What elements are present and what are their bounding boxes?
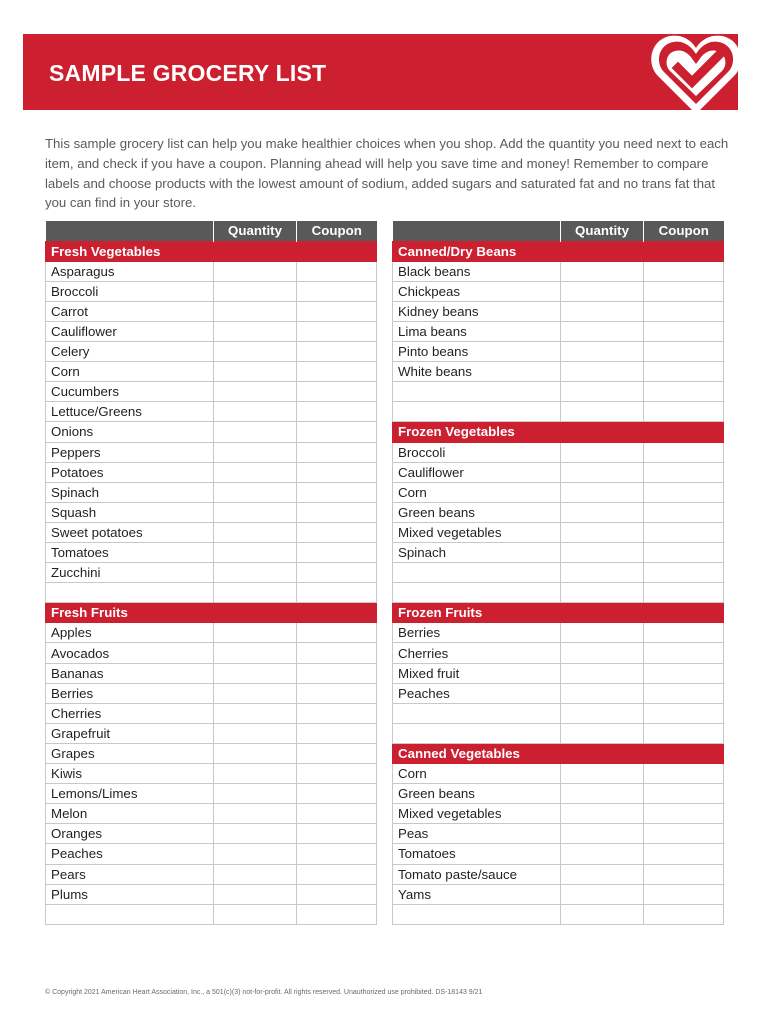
coupon-cell[interactable] xyxy=(297,543,377,563)
item-name: Onions xyxy=(46,422,214,442)
item-name: Corn xyxy=(393,482,561,502)
item-name: Mixed fruit xyxy=(393,663,561,683)
coupon-cell[interactable] xyxy=(644,482,724,502)
coupon-cell[interactable] xyxy=(644,281,724,301)
coupon-cell[interactable] xyxy=(644,583,724,603)
item-name: Green beans xyxy=(393,502,561,522)
item-name: Peaches xyxy=(46,844,214,864)
quantity-cell[interactable] xyxy=(561,703,644,723)
quantity-column-header: Quantity xyxy=(214,221,297,241)
coupon-column-header: Coupon xyxy=(644,221,724,241)
coupon-cell[interactable] xyxy=(297,482,377,502)
copyright-footer: © Copyright 2021 American Heart Association, Inc., a 501(c)(3) not-for-profit. All rights reserved. Unauthorized use prohibited. DS-18143 9/21 xyxy=(45,989,483,996)
coupon-cell[interactable] xyxy=(644,261,724,281)
coupon-cell[interactable] xyxy=(644,844,724,864)
coupon-cell[interactable] xyxy=(297,301,377,321)
quantity-cell[interactable] xyxy=(214,804,297,824)
item-name: Mixed vegetables xyxy=(393,522,561,542)
quantity-cell[interactable] xyxy=(561,301,644,321)
table-row xyxy=(393,804,724,824)
coupon-cell[interactable] xyxy=(644,884,724,904)
quantity-cell[interactable] xyxy=(561,462,644,482)
quantity-cell[interactable] xyxy=(214,703,297,723)
section-title: Canned Vegetables xyxy=(393,743,724,763)
quantity-cell[interactable] xyxy=(214,402,297,422)
quantity-cell[interactable] xyxy=(214,623,297,643)
coupon-cell[interactable] xyxy=(297,884,377,904)
quantity-cell[interactable] xyxy=(214,563,297,583)
coupon-cell[interactable] xyxy=(644,543,724,563)
table-row xyxy=(393,663,724,683)
table-row xyxy=(393,824,724,844)
item-name xyxy=(393,703,561,723)
coupon-cell[interactable] xyxy=(644,382,724,402)
table-row xyxy=(46,844,377,864)
quantity-cell[interactable] xyxy=(214,884,297,904)
quantity-cell[interactable] xyxy=(214,422,297,442)
item-name: Tomatoes xyxy=(393,844,561,864)
section-header-row xyxy=(393,603,724,623)
table-row xyxy=(46,342,377,362)
table-row xyxy=(46,382,377,402)
table-row xyxy=(393,442,724,462)
right-table-body xyxy=(393,241,724,924)
quantity-cell[interactable] xyxy=(214,342,297,362)
item-name: Berries xyxy=(46,683,214,703)
item-name: Tomatoes xyxy=(46,543,214,563)
quantity-cell[interactable] xyxy=(561,643,644,663)
coupon-cell[interactable] xyxy=(297,321,377,341)
quantity-cell[interactable] xyxy=(561,683,644,703)
table-row xyxy=(46,402,377,422)
coupon-cell[interactable] xyxy=(644,764,724,784)
item-name: Grapefruit xyxy=(46,723,214,743)
quantity-column-header: Quantity xyxy=(561,221,644,241)
table-row xyxy=(393,623,724,643)
item-name: Avocados xyxy=(46,643,214,663)
quantity-cell[interactable] xyxy=(561,904,644,924)
quantity-cell[interactable] xyxy=(561,864,644,884)
quantity-cell[interactable] xyxy=(214,583,297,603)
table-row xyxy=(46,362,377,382)
item-name: Cauliflower xyxy=(393,462,561,482)
item-name xyxy=(46,583,214,603)
grocery-table-left xyxy=(45,221,377,925)
quantity-cell[interactable] xyxy=(561,663,644,683)
quantity-cell[interactable] xyxy=(561,764,644,784)
coupon-cell[interactable] xyxy=(644,663,724,683)
table-row xyxy=(46,482,377,502)
coupon-cell[interactable] xyxy=(297,402,377,422)
coupon-cell[interactable] xyxy=(297,382,377,402)
quantity-cell[interactable] xyxy=(214,382,297,402)
table-row xyxy=(393,321,724,341)
coupon-cell[interactable] xyxy=(297,683,377,703)
table-row xyxy=(46,703,377,723)
quantity-cell[interactable] xyxy=(214,321,297,341)
table-row xyxy=(46,864,377,884)
item-name: Peppers xyxy=(46,442,214,462)
table-row xyxy=(46,321,377,341)
coupon-cell[interactable] xyxy=(297,824,377,844)
item-name: Plums xyxy=(46,884,214,904)
table-row xyxy=(46,643,377,663)
quantity-cell[interactable] xyxy=(561,402,644,422)
table-header-row xyxy=(46,221,377,241)
quantity-cell[interactable] xyxy=(561,502,644,522)
heart-check-icon xyxy=(644,26,748,122)
item-name: Melon xyxy=(46,804,214,824)
item-name: Tomato paste/sauce xyxy=(393,864,561,884)
section-header-row xyxy=(46,241,377,261)
page-title: SAMPLE GROCERY LIST xyxy=(49,60,327,86)
item-name xyxy=(393,402,561,422)
table-row xyxy=(393,342,724,362)
section-title: Frozen Vegetables xyxy=(393,422,724,442)
coupon-cell[interactable] xyxy=(644,864,724,884)
quantity-cell[interactable] xyxy=(561,543,644,563)
table-row xyxy=(46,442,377,462)
header-banner xyxy=(23,34,738,110)
coupon-cell[interactable] xyxy=(297,764,377,784)
item-name: Pinto beans xyxy=(393,342,561,362)
item-name xyxy=(393,723,561,743)
coupon-cell[interactable] xyxy=(297,261,377,281)
item-name xyxy=(393,382,561,402)
quantity-cell[interactable] xyxy=(214,743,297,763)
section-header-row xyxy=(393,241,724,261)
coupon-cell[interactable] xyxy=(297,703,377,723)
coupon-column-header: Coupon xyxy=(297,221,377,241)
section-header-row xyxy=(46,603,377,623)
coupon-cell[interactable] xyxy=(644,784,724,804)
coupon-cell[interactable] xyxy=(297,723,377,743)
item-name: Asparagus xyxy=(46,261,214,281)
quantity-cell[interactable] xyxy=(561,442,644,462)
coupon-cell[interactable] xyxy=(297,522,377,542)
coupon-cell[interactable] xyxy=(297,583,377,603)
coupon-cell[interactable] xyxy=(297,442,377,462)
item-name: Peaches xyxy=(393,683,561,703)
item-name: Sweet potatoes xyxy=(46,522,214,542)
table-row xyxy=(393,864,724,884)
table-row xyxy=(46,824,377,844)
table-row xyxy=(46,723,377,743)
coupon-cell[interactable] xyxy=(644,522,724,542)
quantity-cell[interactable] xyxy=(214,261,297,281)
item-name: Peas xyxy=(393,824,561,844)
item-name: Yams xyxy=(393,884,561,904)
quantity-cell[interactable] xyxy=(214,301,297,321)
quantity-cell[interactable] xyxy=(214,824,297,844)
quantity-cell[interactable] xyxy=(561,482,644,502)
item-name: Green beans xyxy=(393,784,561,804)
table-row xyxy=(46,281,377,301)
coupon-cell[interactable] xyxy=(644,402,724,422)
coupon-cell[interactable] xyxy=(297,563,377,583)
quantity-cell[interactable] xyxy=(561,784,644,804)
quantity-cell[interactable] xyxy=(214,281,297,301)
coupon-cell[interactable] xyxy=(297,422,377,442)
table-row xyxy=(393,683,724,703)
coupon-cell[interactable] xyxy=(297,362,377,382)
item-name: Pears xyxy=(46,864,214,884)
quantity-cell[interactable] xyxy=(561,382,644,402)
table-row xyxy=(393,583,724,603)
table-row xyxy=(393,502,724,522)
coupon-cell[interactable] xyxy=(297,663,377,683)
item-name: Lemons/Limes xyxy=(46,784,214,804)
item-name xyxy=(393,583,561,603)
item-name: Cherries xyxy=(46,703,214,723)
item-name: Kiwis xyxy=(46,764,214,784)
left-table-body xyxy=(46,241,377,924)
quantity-cell[interactable] xyxy=(214,864,297,884)
quantity-cell[interactable] xyxy=(214,643,297,663)
quantity-cell[interactable] xyxy=(214,904,297,924)
coupon-cell[interactable] xyxy=(644,301,724,321)
coupon-cell[interactable] xyxy=(297,904,377,924)
item-name: Celery xyxy=(46,342,214,362)
table-header-row xyxy=(393,221,724,241)
quantity-cell[interactable] xyxy=(561,563,644,583)
item-name: Carrot xyxy=(46,301,214,321)
table-row xyxy=(393,884,724,904)
coupon-cell[interactable] xyxy=(644,683,724,703)
table-row xyxy=(46,502,377,522)
table-row xyxy=(393,543,724,563)
item-column-header xyxy=(46,221,214,241)
item-name: Lima beans xyxy=(393,321,561,341)
table-row xyxy=(393,301,724,321)
table-row xyxy=(46,261,377,281)
table-row xyxy=(393,703,724,723)
coupon-cell[interactable] xyxy=(644,462,724,482)
coupon-cell[interactable] xyxy=(644,342,724,362)
item-name: Spinach xyxy=(46,482,214,502)
quantity-cell[interactable] xyxy=(214,482,297,502)
quantity-cell[interactable] xyxy=(561,362,644,382)
table-row xyxy=(393,482,724,502)
grocery-table-right xyxy=(392,221,724,925)
coupon-cell[interactable] xyxy=(644,502,724,522)
quantity-cell[interactable] xyxy=(214,502,297,522)
coupon-cell[interactable] xyxy=(297,502,377,522)
section-title: Canned/Dry Beans xyxy=(393,241,724,261)
table-row xyxy=(46,623,377,643)
section-header-row xyxy=(393,743,724,763)
section-title: Fresh Fruits xyxy=(46,603,377,623)
quantity-cell[interactable] xyxy=(561,321,644,341)
coupon-cell[interactable] xyxy=(297,643,377,663)
item-name xyxy=(46,904,214,924)
item-column-header xyxy=(393,221,561,241)
quantity-cell[interactable] xyxy=(561,723,644,743)
item-name xyxy=(393,563,561,583)
table-row xyxy=(46,683,377,703)
table-row xyxy=(393,261,724,281)
coupon-cell[interactable] xyxy=(297,864,377,884)
table-row xyxy=(46,543,377,563)
table-row xyxy=(393,904,724,924)
coupon-cell[interactable] xyxy=(297,743,377,763)
item-name: Lettuce/Greens xyxy=(46,402,214,422)
item-name: Squash xyxy=(46,502,214,522)
quantity-cell[interactable] xyxy=(214,543,297,563)
item-name: Black beans xyxy=(393,261,561,281)
item-name: Grapes xyxy=(46,743,214,763)
coupon-cell[interactable] xyxy=(644,623,724,643)
item-name: Spinach xyxy=(393,543,561,563)
coupon-cell[interactable] xyxy=(297,342,377,362)
quantity-cell[interactable] xyxy=(561,522,644,542)
quantity-cell[interactable] xyxy=(214,683,297,703)
section-title: Frozen Fruits xyxy=(393,603,724,623)
table-row xyxy=(393,382,724,402)
item-name: Oranges xyxy=(46,824,214,844)
coupon-cell[interactable] xyxy=(644,442,724,462)
section-title: Fresh Vegetables xyxy=(46,241,377,261)
quantity-cell[interactable] xyxy=(561,281,644,301)
table-row xyxy=(393,844,724,864)
table-row xyxy=(393,462,724,482)
quantity-cell[interactable] xyxy=(561,824,644,844)
table-row xyxy=(46,563,377,583)
table-row xyxy=(393,643,724,663)
table-row xyxy=(393,723,724,743)
quantity-cell[interactable] xyxy=(214,462,297,482)
item-name: Kidney beans xyxy=(393,301,561,321)
item-name: Broccoli xyxy=(46,281,214,301)
quantity-cell[interactable] xyxy=(561,844,644,864)
item-name xyxy=(393,904,561,924)
item-name: Corn xyxy=(46,362,214,382)
item-name: Corn xyxy=(393,764,561,784)
coupon-cell[interactable] xyxy=(644,563,724,583)
coupon-cell[interactable] xyxy=(644,643,724,663)
item-name: Potatoes xyxy=(46,462,214,482)
table-row xyxy=(46,462,377,482)
table-row xyxy=(46,904,377,924)
table-row xyxy=(393,522,724,542)
table-row xyxy=(46,743,377,763)
table-row xyxy=(393,563,724,583)
table-row xyxy=(393,784,724,804)
coupon-cell[interactable] xyxy=(297,784,377,804)
item-name: Cherries xyxy=(393,643,561,663)
table-row xyxy=(393,281,724,301)
table-row xyxy=(393,764,724,784)
section-header-row xyxy=(393,422,724,442)
table-row xyxy=(46,784,377,804)
item-name: Bananas xyxy=(46,663,214,683)
table-row xyxy=(46,663,377,683)
quantity-cell[interactable] xyxy=(561,261,644,281)
coupon-cell[interactable] xyxy=(297,462,377,482)
item-name: Chickpeas xyxy=(393,281,561,301)
quantity-cell[interactable] xyxy=(214,784,297,804)
quantity-cell[interactable] xyxy=(561,884,644,904)
table-row xyxy=(46,422,377,442)
quantity-cell[interactable] xyxy=(214,522,297,542)
table-row xyxy=(46,764,377,784)
quantity-cell[interactable] xyxy=(214,844,297,864)
coupon-cell[interactable] xyxy=(644,723,724,743)
table-row xyxy=(46,804,377,824)
quantity-cell[interactable] xyxy=(214,764,297,784)
coupon-cell[interactable] xyxy=(644,362,724,382)
quantity-cell[interactable] xyxy=(214,663,297,683)
quantity-cell[interactable] xyxy=(214,362,297,382)
coupon-cell[interactable] xyxy=(297,281,377,301)
item-name: Zucchini xyxy=(46,563,214,583)
coupon-cell[interactable] xyxy=(644,824,724,844)
quantity-cell[interactable] xyxy=(561,342,644,362)
item-name: Berries xyxy=(393,623,561,643)
table-row xyxy=(393,402,724,422)
coupon-cell[interactable] xyxy=(297,844,377,864)
table-row xyxy=(46,583,377,603)
coupon-cell[interactable] xyxy=(297,804,377,824)
item-name: Apples xyxy=(46,623,214,643)
coupon-cell[interactable] xyxy=(644,904,724,924)
item-name: White beans xyxy=(393,362,561,382)
quantity-cell[interactable] xyxy=(561,804,644,824)
quantity-cell[interactable] xyxy=(214,723,297,743)
item-name: Mixed vegetables xyxy=(393,804,561,824)
quantity-cell[interactable] xyxy=(214,442,297,462)
quantity-cell[interactable] xyxy=(561,583,644,603)
quantity-cell[interactable] xyxy=(561,623,644,643)
coupon-cell[interactable] xyxy=(644,321,724,341)
table-row xyxy=(46,884,377,904)
coupon-cell[interactable] xyxy=(644,804,724,824)
item-name: Cucumbers xyxy=(46,382,214,402)
table-row xyxy=(393,362,724,382)
coupon-cell[interactable] xyxy=(644,703,724,723)
item-name: Cauliflower xyxy=(46,321,214,341)
coupon-cell[interactable] xyxy=(297,623,377,643)
table-row xyxy=(46,301,377,321)
item-name: Broccoli xyxy=(393,442,561,462)
intro-text: This sample grocery list can help you make healthier choices when you shop. Add the quantity you need next to each item, and check if you have a coupon. Planning ahead will help you save time and money! Remember to compare labels and choose products with the lowest amount of sodium, added sugars and saturated fat and no trans fat that you can find in your store. xyxy=(45,136,729,211)
table-row xyxy=(46,522,377,542)
